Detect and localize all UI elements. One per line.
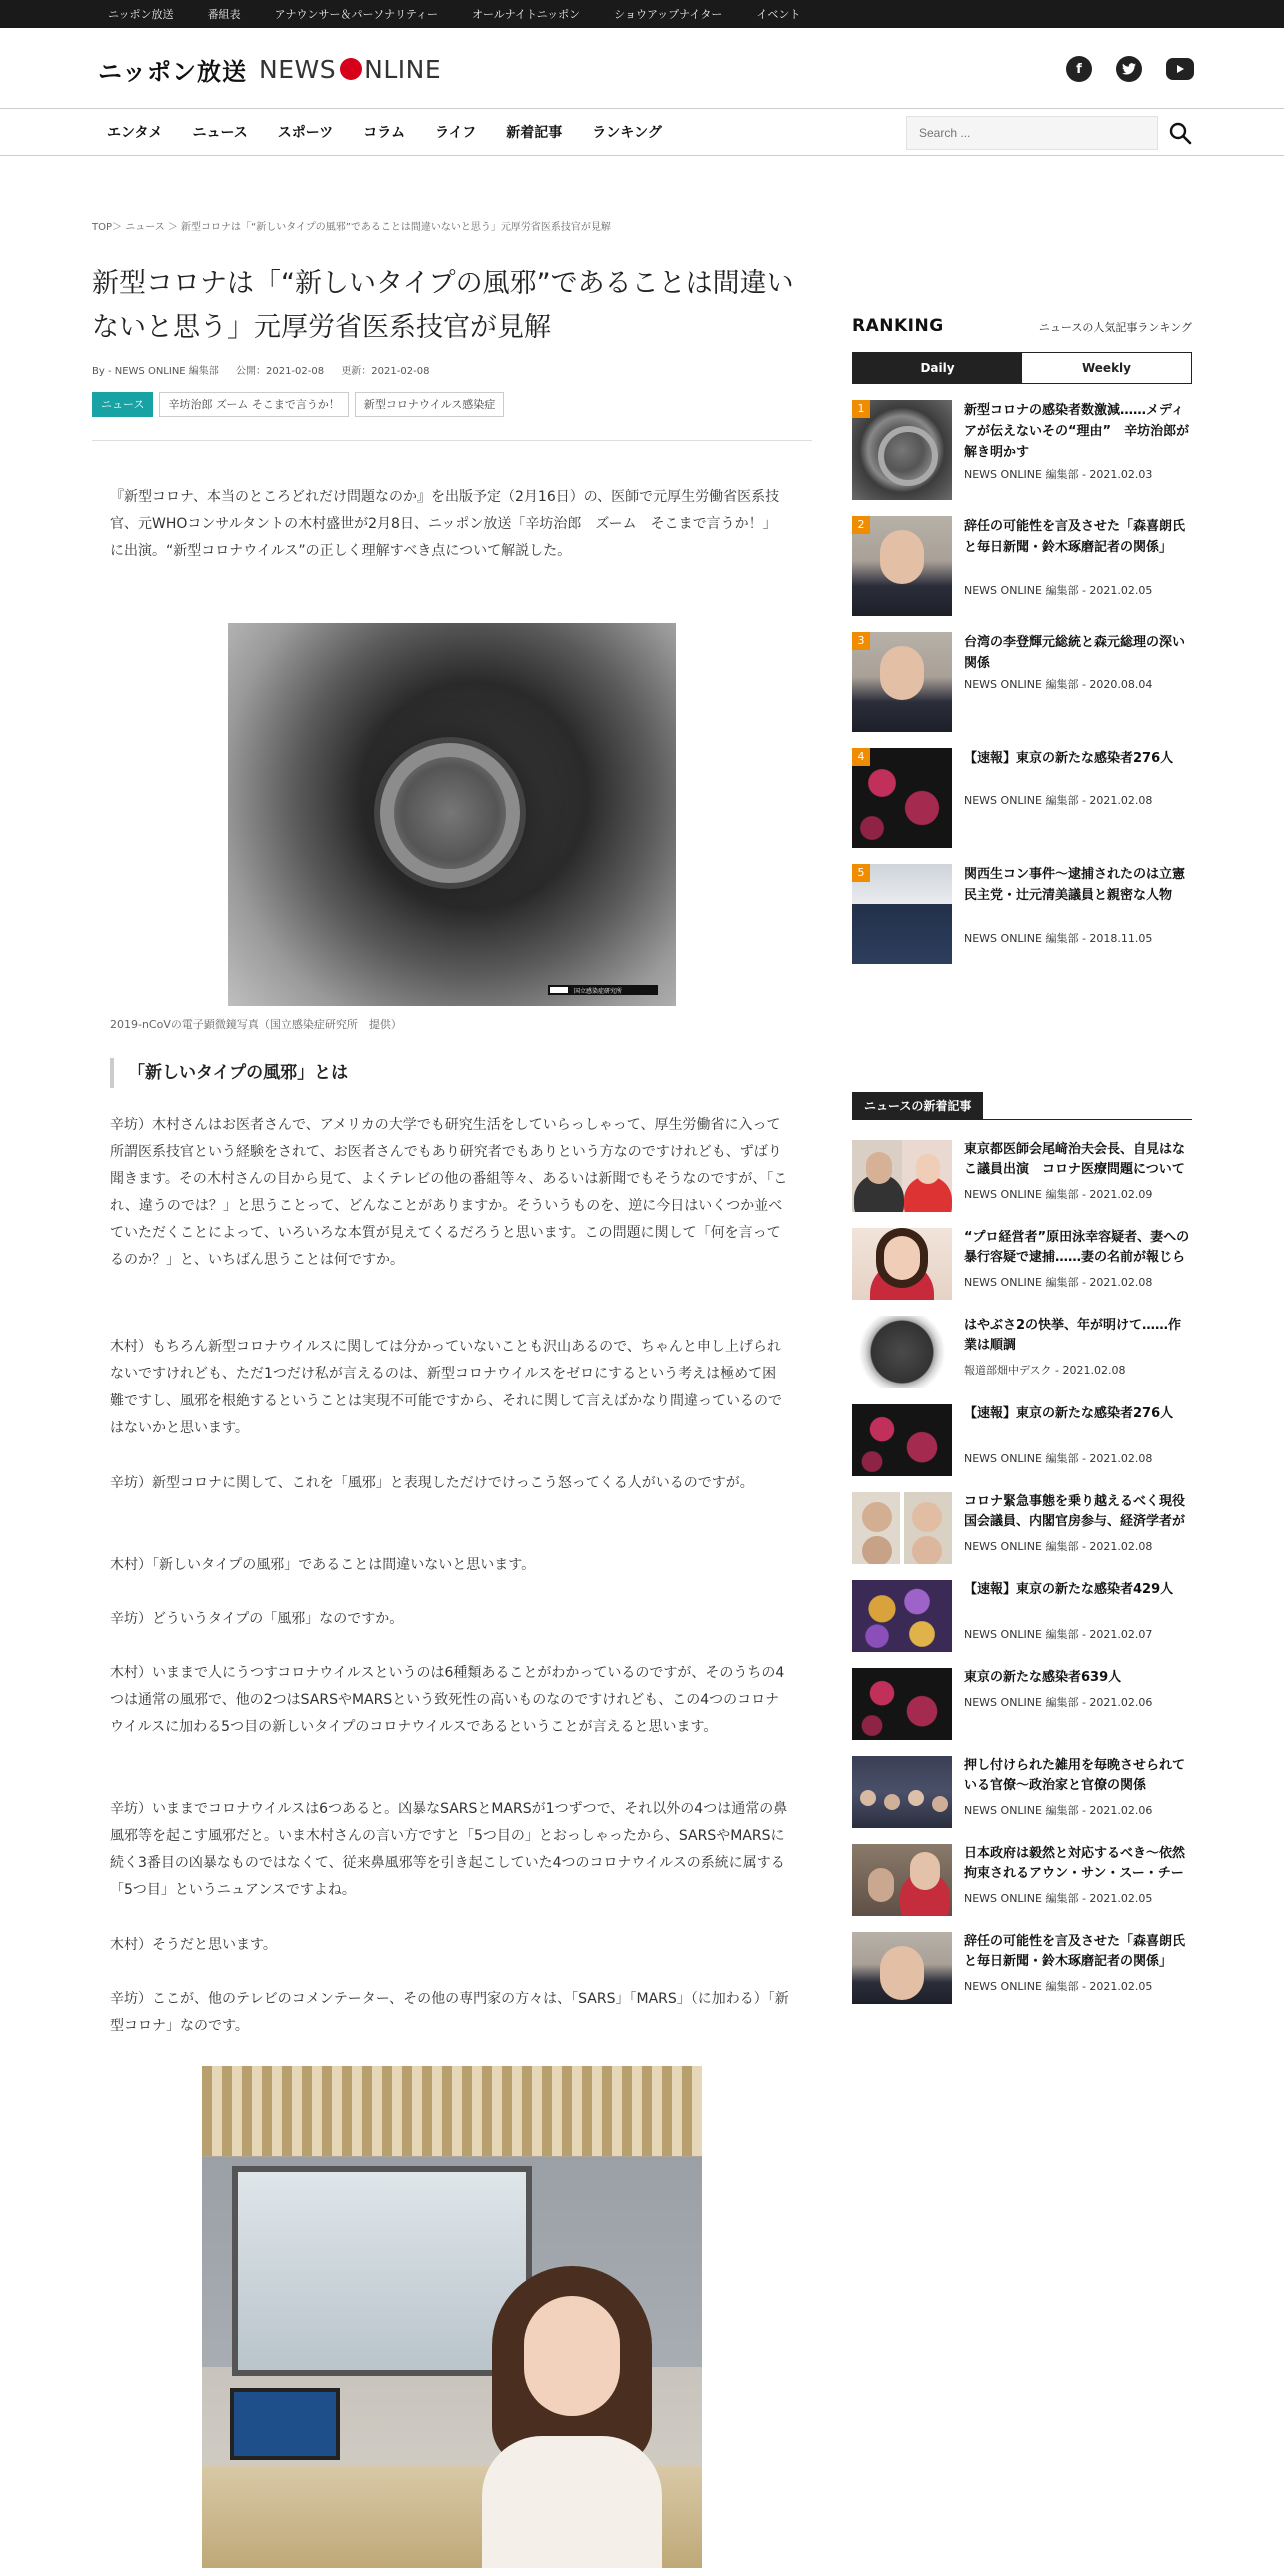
latest-item-title[interactable]: 【速報】東京の新たな感染者429人 [964, 1582, 1174, 1597]
ranking-number-badge: 2 [852, 516, 870, 534]
latest-thumbnail[interactable] [852, 1492, 952, 1564]
latest-news-item[interactable] [852, 1404, 1192, 1476]
latest-item-title[interactable]: “プロ経営者”原田泳幸容疑者、妻への暴行容疑で逮捕……妻の名前が報じら [964, 1230, 1190, 1265]
latest-news-item[interactable] [852, 1756, 1192, 1828]
article-paragraph: 辛坊）ここが、他のテレビのコメンテーター、その他の専門家の方々は、「SARS」「MARS」（に加わる）「新型コロナ」なのです。 [110, 1991, 789, 2034]
ranking-number-badge: 1 [852, 400, 870, 418]
nav-item-new-articles[interactable]: 新着記事 [506, 125, 563, 141]
latest-item-title[interactable]: 日本政府は毅然と対応するべき～依然拘束されるアウン・サン・スー・チー [964, 1846, 1186, 1881]
ranking-item-meta: NEWS ONLINE 編集部 - 2020.08.04 [964, 678, 1153, 691]
ranking-item-meta: NEWS ONLINE 編集部 - 2021.02.08 [964, 794, 1153, 807]
article-published: 公開：2021-02-08 [236, 366, 325, 377]
latest-item-meta: NEWS ONLINE 編集部 - 2021.02.08 [964, 1540, 1153, 1553]
ranking-item-title[interactable]: 台湾の李登輝元総統と森元総理の深い関係 [964, 635, 1186, 671]
studio-photo-image [202, 2066, 702, 2568]
latest-thumbnail[interactable] [852, 1140, 952, 1212]
latest-news-item[interactable] [852, 1316, 1192, 1388]
tag-covid[interactable]: 新型コロナウイルス感染症 [355, 392, 504, 417]
latest-item-title[interactable]: 押し付けられた雑用を毎晩させられている官僚～政治家と官僚の関係 [964, 1758, 1186, 1793]
nav-item-life[interactable]: ライフ [435, 125, 477, 141]
ranking-item-meta: NEWS ONLINE 編集部 - 2021.02.05 [964, 584, 1153, 597]
latest-thumbnail[interactable] [852, 1756, 952, 1828]
article-paragraph: 辛坊）どういうタイプの「風邪」なのですか。 [110, 1611, 404, 1627]
main-nav [0, 108, 1284, 156]
latest-news-item[interactable] [852, 1228, 1192, 1300]
article-paragraph: 辛坊）木村さんはお医者さんで、アメリカの大学でも研究生活をしていらっしゃって、厚生労働省に入って所謂医系技官という経験をされて、お医者さんでもあり研究者でもありという方なのですけれども、ずばり聞きます。その木村さんの目から見て、よくテレビの他の番組等々、あるいは新聞でもそうなのですが、「これ、違うのでは？」と思うことって、どんなことがありますか。そういうものを、逆に今日はいくつか並べていただくことによって、いろいろな本質が見えてくるだろうと思います。この問題に関して「何を言ってるのか？」と、いちばん思うことは何ですか。 [110, 1117, 788, 1268]
tag-shinbou-zoom[interactable]: 辛坊治郎 ズーム そこまで言うか！ [159, 392, 348, 417]
ranking-item[interactable] [852, 864, 1192, 964]
latest-thumbnail[interactable] [852, 1580, 952, 1652]
latest-news-title: ニュースの新着記事 [852, 1092, 983, 1120]
twitter-icon[interactable] [1116, 56, 1142, 82]
search-icon[interactable] [1168, 121, 1192, 145]
tab-weekly[interactable]: Weekly [1022, 353, 1191, 383]
ranking-item[interactable] [852, 400, 1192, 500]
article-divider [92, 440, 812, 441]
image-scale-marker [550, 987, 568, 993]
latest-item-meta: NEWS ONLINE 編集部 - 2021.02.07 [964, 1628, 1153, 1641]
studio-wall [202, 2066, 702, 2156]
latest-news-item[interactable] [852, 1844, 1192, 1916]
ranking-item-meta: NEWS ONLINE 編集部 - 2021.02.03 [964, 468, 1153, 481]
youtube-icon[interactable] [1166, 58, 1194, 80]
person-torso [482, 2436, 662, 2568]
latest-news-item[interactable] [852, 1492, 1192, 1564]
breadcrumb[interactable]: TOP＞ ニュース ＞ 新型コロナは「“新しいタイプの風邪”であることは間違いないと思う」元厚労省医系技官が見解 [92, 222, 611, 233]
guest-person [472, 2266, 672, 2568]
latest-item-title[interactable]: はやぶさ2の快挙、年が明けて……作業は順調 [964, 1318, 1182, 1353]
virus-micrograph-image [228, 623, 676, 1006]
article-meta [92, 362, 443, 377]
nav-item-entame[interactable]: エンタメ [107, 125, 163, 141]
article-paragraph: 木村）いままで人にうつすコロナウイルスというのは6種類あることがわかっているのですが、そのうちの4つは通常の風邪で、他の2つはSARSやMARSという致死性の高いものなのですけれども、この4つのコロナウイルスに加わる5つ目の新しいタイプのコロナウイルスであるということが言えると思います。 [110, 1665, 785, 1735]
tag-news[interactable]: ニュース [92, 392, 153, 417]
top-link-all-night-nippon[interactable]: オールナイトニッポン [472, 8, 581, 21]
search-input[interactable] [906, 116, 1158, 150]
article-subheading: 「新しいタイプの風邪」とは [110, 1058, 790, 1088]
latest-news-item[interactable] [852, 1140, 1192, 1212]
latest-item-meta: NEWS ONLINE 編集部 - 2021.02.05 [964, 1980, 1153, 1993]
ranking-item[interactable] [852, 748, 1192, 848]
nav-item-sports[interactable]: スポーツ [277, 125, 334, 141]
logo-en-text [259, 55, 441, 84]
top-bar-links [108, 0, 1284, 28]
ranking-number-badge: 3 [852, 632, 870, 650]
latest-thumbnail[interactable] [852, 1404, 952, 1476]
site-header [0, 28, 1284, 108]
article-title: 新型コロナは「“新しいタイプの風邪”であることは間違いないと思う」元厚労省医系技官が見解 [92, 268, 794, 343]
latest-item-meta: NEWS ONLINE 編集部 - 2021.02.08 [964, 1276, 1153, 1289]
article-byline[interactable]: By - NEWS ONLINE 編集部 [92, 366, 219, 377]
article-paragraph: 辛坊）新型コロナに関して、これを「風邪」と表現しただけでけっこう怒ってくる人がいるのですが。 [110, 1475, 754, 1491]
ranking-tabs [852, 352, 1192, 384]
top-link-announcers[interactable]: アナウンサー＆パーソナリティー [274, 8, 439, 21]
ranking-number-badge: 5 [852, 864, 870, 882]
ranking-item-title[interactable]: 辞任の可能性を言及させた「森喜朗氏と毎日新聞・鈴木琢磨記者の関係」 [964, 519, 1186, 555]
article-paragraph: 木村）「新しいタイプの風邪」であることは間違いないと思います。 [110, 1557, 536, 1573]
article-paragraph: 木村）もちろん新型コロナウイルスに関しては分かっていないことも沢山あるので、ちゃんと申し上げられないですけれども、ただ1つだけ私が言えるのは、新型コロナウイルスをゼロにするという考えは極めて困難ですし、風邪を根絶するということは実現不可能ですから、それに関して言えばかなり間違っているのではないかと思います。 [110, 1339, 782, 1436]
social-links [1042, 56, 1194, 82]
top-link-showup-nighter[interactable]: ショウアップナイター [614, 8, 723, 21]
latest-item-title[interactable]: 【速報】東京の新たな感染者276人 [964, 1406, 1174, 1421]
top-bar [0, 0, 1284, 28]
article-intro: 『新型コロナ、本当のところどれだけ問題なのか』を出版予定（2月16日）の、医師で元厚生労働省医系技官、元WHOコンサルタントの木村盛世が2月8日、ニッポン放送「辛坊治郎 ズーム そこまで言うか！」に出演。“新型コロナウイルス”の正しく理解すべき点について解説した。 [110, 489, 780, 559]
ranking-item-title[interactable]: 関西生コン事件～逮捕されたのは立憲民主党・辻元清美議員と親密な人物 [964, 867, 1186, 903]
article-tags [92, 392, 510, 417]
image-credit: 国立感染症研究所 [574, 988, 623, 995]
ranking-header [852, 316, 1192, 338]
latest-item-title[interactable]: コロナ緊急事態を乗り越えるべく現役国会議員、内閣官房参与、経済学者が [964, 1494, 1186, 1529]
ranking-item-meta: NEWS ONLINE 編集部 - 2018.11.05 [964, 932, 1153, 945]
ranking-item[interactable] [852, 632, 1192, 732]
logo-en-right: NLINE [364, 54, 442, 84]
ranking-title: RANKING [852, 316, 944, 336]
latest-item-title[interactable]: 東京の新たな感染者639人 [964, 1670, 1122, 1685]
virus-particle [380, 743, 520, 883]
latest-news-item[interactable] [852, 1932, 1192, 2004]
latest-thumbnail[interactable] [852, 1844, 952, 1916]
latest-thumbnail[interactable] [852, 1932, 952, 2004]
latest-item-meta: NEWS ONLINE 編集部 - 2021.02.05 [964, 1892, 1153, 1905]
latest-item-meta: 報道部畑中デスク - 2021.02.08 [964, 1364, 1126, 1377]
latest-news-item[interactable] [852, 1580, 1192, 1652]
latest-item-meta: NEWS ONLINE 編集部 - 2021.02.08 [964, 1452, 1153, 1465]
nav-item-news[interactable]: ニュース [192, 125, 248, 141]
nav-item-ranking[interactable]: ランキング [592, 125, 662, 141]
latest-item-meta: NEWS ONLINE 編集部 - 2021.02.06 [964, 1804, 1153, 1817]
article-paragraph: 木村）そうだと思います。 [110, 1937, 277, 1953]
article-updated: 更新：2021-02-08 [341, 366, 430, 377]
site-logo[interactable] [98, 54, 441, 84]
latest-thumbnail[interactable] [852, 1228, 952, 1300]
ranking-number-badge: 4 [852, 748, 870, 766]
ranking-item-title[interactable]: 【速報】東京の新たな感染者276人 [964, 751, 1174, 766]
studio-monitor [230, 2388, 340, 2460]
top-link-nippon-housou[interactable]: ニッポン放送 [108, 8, 174, 21]
latest-item-title[interactable]: 東京都医師会尾﨑治夫会長、自見はなこ議員出演 コロナ医療問題について [964, 1142, 1186, 1177]
latest-thumbnail[interactable] [852, 1668, 952, 1740]
facebook-icon[interactable]: f [1066, 56, 1092, 82]
latest-item-title[interactable]: 辞任の可能性を言及させた「森喜朗氏と毎日新聞・鈴木琢磨記者の関係」 [964, 1934, 1186, 1969]
latest-item-meta: NEWS ONLINE 編集部 - 2021.02.06 [964, 1696, 1153, 1709]
latest-thumbnail[interactable] [852, 1316, 952, 1388]
top-link-program-table[interactable]: 番組表 [207, 8, 241, 21]
latest-news-item[interactable] [852, 1668, 1192, 1740]
ranking-item[interactable] [852, 516, 1192, 616]
ranking-description: ニュースの人気記事ランキング [1038, 321, 1192, 334]
nav-item-column[interactable]: コラム [363, 125, 406, 141]
article-paragraph: 辛坊）いままでコロナウイルスは6つあると。凶暴なSARSとMARSが1つずつで、それ以外の4つは通常の鼻風邪等を起こす風邪だと。いま木村さんの言い方ですと「5つ目の」とおっしゃったから、SARSやMARSに続く3番目の凶暴なものではなくて、従来鼻風邪等を引き起こしていた4つのコロナウイルスの系統に属する「5つ目」というニュアンスですよね。 [110, 1801, 788, 1898]
person-face [524, 2296, 620, 2416]
ranking-item-title[interactable]: 新型コロナの感染者数激減……メディアが伝えないその“理由” 辛坊治郎が解き明かす [964, 403, 1190, 460]
top-link-event[interactable]: イベント [756, 8, 801, 21]
tab-daily[interactable]: Daily [853, 353, 1022, 383]
latest-item-meta: NEWS ONLINE 編集部 - 2021.02.09 [964, 1188, 1153, 1201]
logo-en-left: NEWS [259, 54, 337, 84]
image-caption: 2019-nCoVの電子顕微鏡写真（国立感染症研究所 提供） [110, 1018, 402, 1031]
logo-red-dot-icon [340, 58, 362, 80]
logo-jp-text: ニッポン放送 [98, 57, 248, 86]
latest-news-header [852, 1092, 1192, 1120]
